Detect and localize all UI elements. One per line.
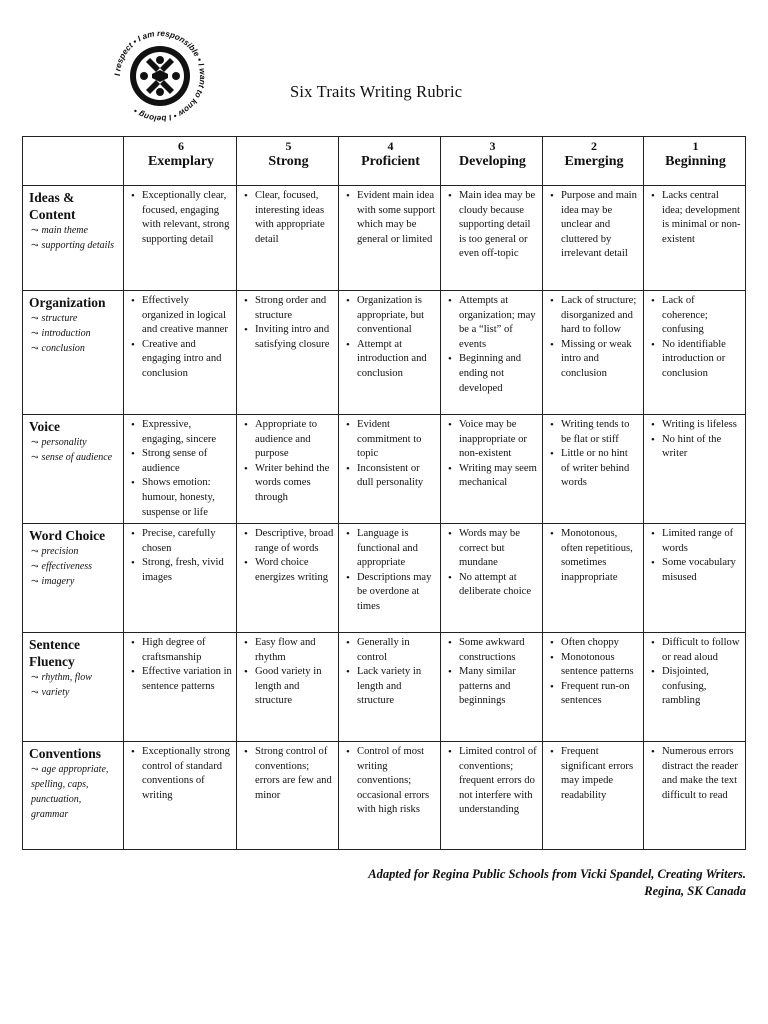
table-row xyxy=(23,186,746,291)
descriptor: • Evident main idea with some support which may be general or limited xyxy=(345,189,436,247)
descriptor: • Organization is appropriate, but conventional xyxy=(345,294,436,338)
rubric-cell xyxy=(339,524,441,633)
descriptor: • Inviting intro and satisfying closure xyxy=(243,323,334,352)
descriptor: • Disjointed, confusing, rambling xyxy=(650,665,741,709)
descriptor: • Easy flow and rhythm xyxy=(243,636,334,665)
arrow-icon: ⤳ xyxy=(31,561,39,571)
rubric-cell xyxy=(644,633,746,742)
descriptor: • Purpose and main idea may be unclear and cluttered by irrelevant detail xyxy=(549,189,639,262)
rubric-cell xyxy=(339,633,441,742)
rubric-cell xyxy=(237,524,339,633)
descriptor: • No attempt at deliberate choice xyxy=(447,571,538,600)
trait-subpoint: ⤳ main theme xyxy=(31,225,88,236)
table-row xyxy=(23,524,746,633)
descriptor: • Writing may seem mechanical xyxy=(447,462,538,491)
trait-subpoint: ⤳ precision xyxy=(31,546,79,557)
descriptor: • Good variety in length and structure xyxy=(243,665,334,709)
descriptor: • Numerous errors distract the reader and make the text difficult to read xyxy=(650,745,741,803)
trait-cell xyxy=(23,633,124,742)
descriptor: • Writing is lifeless xyxy=(650,418,741,433)
trait-subpoint: ⤳ sense of audience xyxy=(31,452,113,463)
descriptor: • Beginning and ending not developed xyxy=(447,352,538,396)
descriptor: • Monotonous, often repetitious, sometimes inappropriate xyxy=(549,527,639,585)
trait-subpoint: ⤳ age appropriate, spelling, caps, punctuation, grammar xyxy=(31,764,109,820)
arrow-icon: ⤳ xyxy=(31,328,39,338)
arrow-icon: ⤳ xyxy=(31,672,39,682)
attribution-location: Regina, SK Canada xyxy=(644,884,746,898)
descriptor: • Appropriate to audience and purpose xyxy=(243,418,334,462)
descriptor: • Monotonous sentence patterns xyxy=(549,651,639,680)
trait-subpoint: ⤳ imagery xyxy=(31,576,75,587)
level-header: 4 Proficient xyxy=(339,137,441,186)
descriptor: • Strong control of conventions; errors are few and minor xyxy=(243,745,334,803)
rubric-cell xyxy=(124,415,237,524)
descriptor: • Main idea may be cloudy because supporting detail is too general or even off-topic xyxy=(447,189,538,262)
descriptor: • Inconsistent or dull personality xyxy=(345,462,436,491)
descriptor: • Effective variation in sentence patterns xyxy=(130,665,232,694)
descriptor: • Descriptions may be overdone at times xyxy=(345,571,436,615)
trait-name: Voice xyxy=(29,419,60,434)
arrow-icon: ⤳ xyxy=(31,546,39,556)
rubric-cell xyxy=(543,415,644,524)
descriptor: • Frequent run-on sentences xyxy=(549,680,639,709)
header-corner xyxy=(23,137,124,186)
trait-cell xyxy=(23,524,124,633)
descriptor: • Writing tends to be flat or stiff xyxy=(549,418,639,447)
descriptor: • Clear, focused, interesting ideas with appropriate detail xyxy=(243,189,334,247)
table-row xyxy=(23,415,746,524)
trait-subpoint: ⤳ rhythm, flow xyxy=(31,672,92,683)
rubric-cell xyxy=(237,742,339,850)
descriptor: • Expressive, engaging, sincere xyxy=(130,418,232,447)
descriptor: • Word choice energizes writing xyxy=(243,556,334,585)
descriptor: • Limited range of words xyxy=(650,527,741,556)
header-row xyxy=(23,137,746,186)
trait-subpoint: ⤳ effectiveness xyxy=(31,561,93,572)
table-row xyxy=(23,633,746,742)
arrow-icon: ⤳ xyxy=(31,452,39,462)
trait-cell xyxy=(23,742,124,850)
level-header: 6 Exemplary xyxy=(124,137,237,186)
arrow-icon: ⤳ xyxy=(31,225,39,235)
rubric-cell xyxy=(441,415,543,524)
level-header: 2 Emerging xyxy=(543,137,644,186)
rubric-cell xyxy=(644,186,746,291)
descriptor: • No hint of the writer xyxy=(650,433,741,462)
rubric-cell xyxy=(124,742,237,850)
emblem-icon xyxy=(112,28,208,124)
trait-name: Ideas & Content xyxy=(29,190,76,222)
rubric-cell xyxy=(339,415,441,524)
rubric-cell xyxy=(441,742,543,850)
rubric-cell xyxy=(644,415,746,524)
table-row xyxy=(23,291,746,415)
trait-cell xyxy=(23,186,124,291)
descriptor: • Limited control of conventions; frequent errors do not interfere with understanding xyxy=(447,745,538,818)
rubric-table xyxy=(22,136,746,850)
trait-subpoint: ⤳ variety xyxy=(31,687,70,698)
rubric-cell xyxy=(124,291,237,415)
arrow-icon: ⤳ xyxy=(31,240,39,250)
descriptor: • Evident commitment to topic xyxy=(345,418,436,462)
rubric-cell xyxy=(543,291,644,415)
descriptor: • Words may be correct but mundane xyxy=(447,527,538,571)
school-logo xyxy=(112,28,208,124)
descriptor: • Lacks central idea; development is minimal or non-existent xyxy=(650,189,741,247)
arrow-icon: ⤳ xyxy=(31,764,39,774)
rubric-cell xyxy=(339,291,441,415)
descriptor: • Control of most writing conventions; occasional errors with high risks xyxy=(345,745,436,818)
descriptor: • Generally in control xyxy=(345,636,436,665)
rubric-cell xyxy=(124,633,237,742)
arrow-icon: ⤳ xyxy=(31,576,39,586)
descriptor: • Attempt at introduction and conclusion xyxy=(345,338,436,382)
attribution-line: Adapted for Regina Public Schools from Vicki Spandel, Creating Writers. xyxy=(368,867,746,881)
rubric-cell xyxy=(237,291,339,415)
descriptor: • Little or no hint of writer behind words xyxy=(549,447,639,491)
attribution-footer xyxy=(368,866,746,900)
logo-ring-text: I respect • I am responsible • I want to know • I belong • xyxy=(112,28,208,124)
descriptor: • Strong order and structure xyxy=(243,294,334,323)
arrow-icon: ⤳ xyxy=(31,343,39,353)
descriptor: • Attempts at organization; may be a “list” of events xyxy=(447,294,538,352)
rubric-cell xyxy=(237,415,339,524)
rubric-cell xyxy=(644,291,746,415)
descriptor: • Shows emotion: humour, honesty, suspense or life xyxy=(130,476,232,520)
descriptor: • Lack variety in length and structure xyxy=(345,665,436,709)
rubric-cell xyxy=(543,524,644,633)
descriptor: • Some awkward constructions xyxy=(447,636,538,665)
descriptor: • Lack of structure; disorganized and hard to follow xyxy=(549,294,639,338)
descriptor: • No identifiable introduction or conclusion xyxy=(650,338,741,382)
arrow-icon: ⤳ xyxy=(31,437,39,447)
trait-name: Conventions xyxy=(29,746,102,761)
rubric-cell xyxy=(441,186,543,291)
rubric-cell xyxy=(237,633,339,742)
trait-subpoint: ⤳ conclusion xyxy=(31,343,85,354)
level-header: 5 Strong xyxy=(237,137,339,186)
level-header: 1 Beginning xyxy=(644,137,746,186)
descriptor: • Some vocabulary misused xyxy=(650,556,741,585)
trait-name: Sentence Fluency xyxy=(29,637,80,669)
rubric-cell xyxy=(644,524,746,633)
rubric-cell xyxy=(543,186,644,291)
descriptor: • High degree of craftsmanship xyxy=(130,636,232,665)
rubric-cell xyxy=(339,742,441,850)
trait-name: Word Choice xyxy=(29,528,106,543)
page-title: Six Traits Writing Rubric xyxy=(290,82,463,101)
trait-subpoint: ⤳ personality xyxy=(31,437,87,448)
trait-cell xyxy=(23,291,124,415)
trait-subpoint: ⤳ supporting details xyxy=(31,240,115,251)
descriptor: • Effectively organized in logical and creative manner xyxy=(130,294,232,338)
rubric-cell xyxy=(124,186,237,291)
trait-cell xyxy=(23,415,124,524)
trait-subpoint: ⤳ introduction xyxy=(31,328,91,339)
descriptor: • Difficult to follow or read aloud xyxy=(650,636,741,665)
descriptor: • Strong sense of audience xyxy=(130,447,232,476)
descriptor: • Lack of coherence; confusing xyxy=(650,294,741,338)
descriptor: • Frequent significant errors may impede readability xyxy=(549,745,639,803)
descriptor: • Often choppy xyxy=(549,636,639,651)
rubric-cell xyxy=(644,742,746,850)
rubric-cell xyxy=(441,291,543,415)
table-row xyxy=(23,742,746,850)
descriptor: • Precise, carefully chosen xyxy=(130,527,232,556)
trait-subpoint: ⤳ structure xyxy=(31,313,78,324)
rubric-cell xyxy=(237,186,339,291)
rubric-cell xyxy=(441,524,543,633)
descriptor: • Voice may be inappropriate or non-existent xyxy=(447,418,538,462)
descriptor: • Language is functional and appropriate xyxy=(345,527,436,571)
descriptor: • Missing or weak intro and conclusion xyxy=(549,338,639,382)
descriptor: • Creative and engaging intro and conclusion xyxy=(130,338,232,382)
rubric-cell xyxy=(441,633,543,742)
descriptor: • Many similar patterns and beginnings xyxy=(447,665,538,709)
rubric-cell xyxy=(339,186,441,291)
descriptor: • Exceptionally strong control of standard conventions of writing xyxy=(130,745,232,803)
descriptor: • Exceptionally clear, focused, engaging with relevant, strong supporting detail xyxy=(130,189,232,247)
descriptor: • Writer behind the words comes through xyxy=(243,462,334,506)
descriptor: • Strong, fresh, vivid images xyxy=(130,556,232,585)
trait-name: Organization xyxy=(29,295,106,310)
arrow-icon: ⤳ xyxy=(31,313,39,323)
level-header: 3 Developing xyxy=(441,137,543,186)
rubric-cell xyxy=(124,524,237,633)
descriptor: • Descriptive, broad range of words xyxy=(243,527,334,556)
rubric-cell xyxy=(543,633,644,742)
arrow-icon: ⤳ xyxy=(31,687,39,697)
rubric-cell xyxy=(543,742,644,850)
